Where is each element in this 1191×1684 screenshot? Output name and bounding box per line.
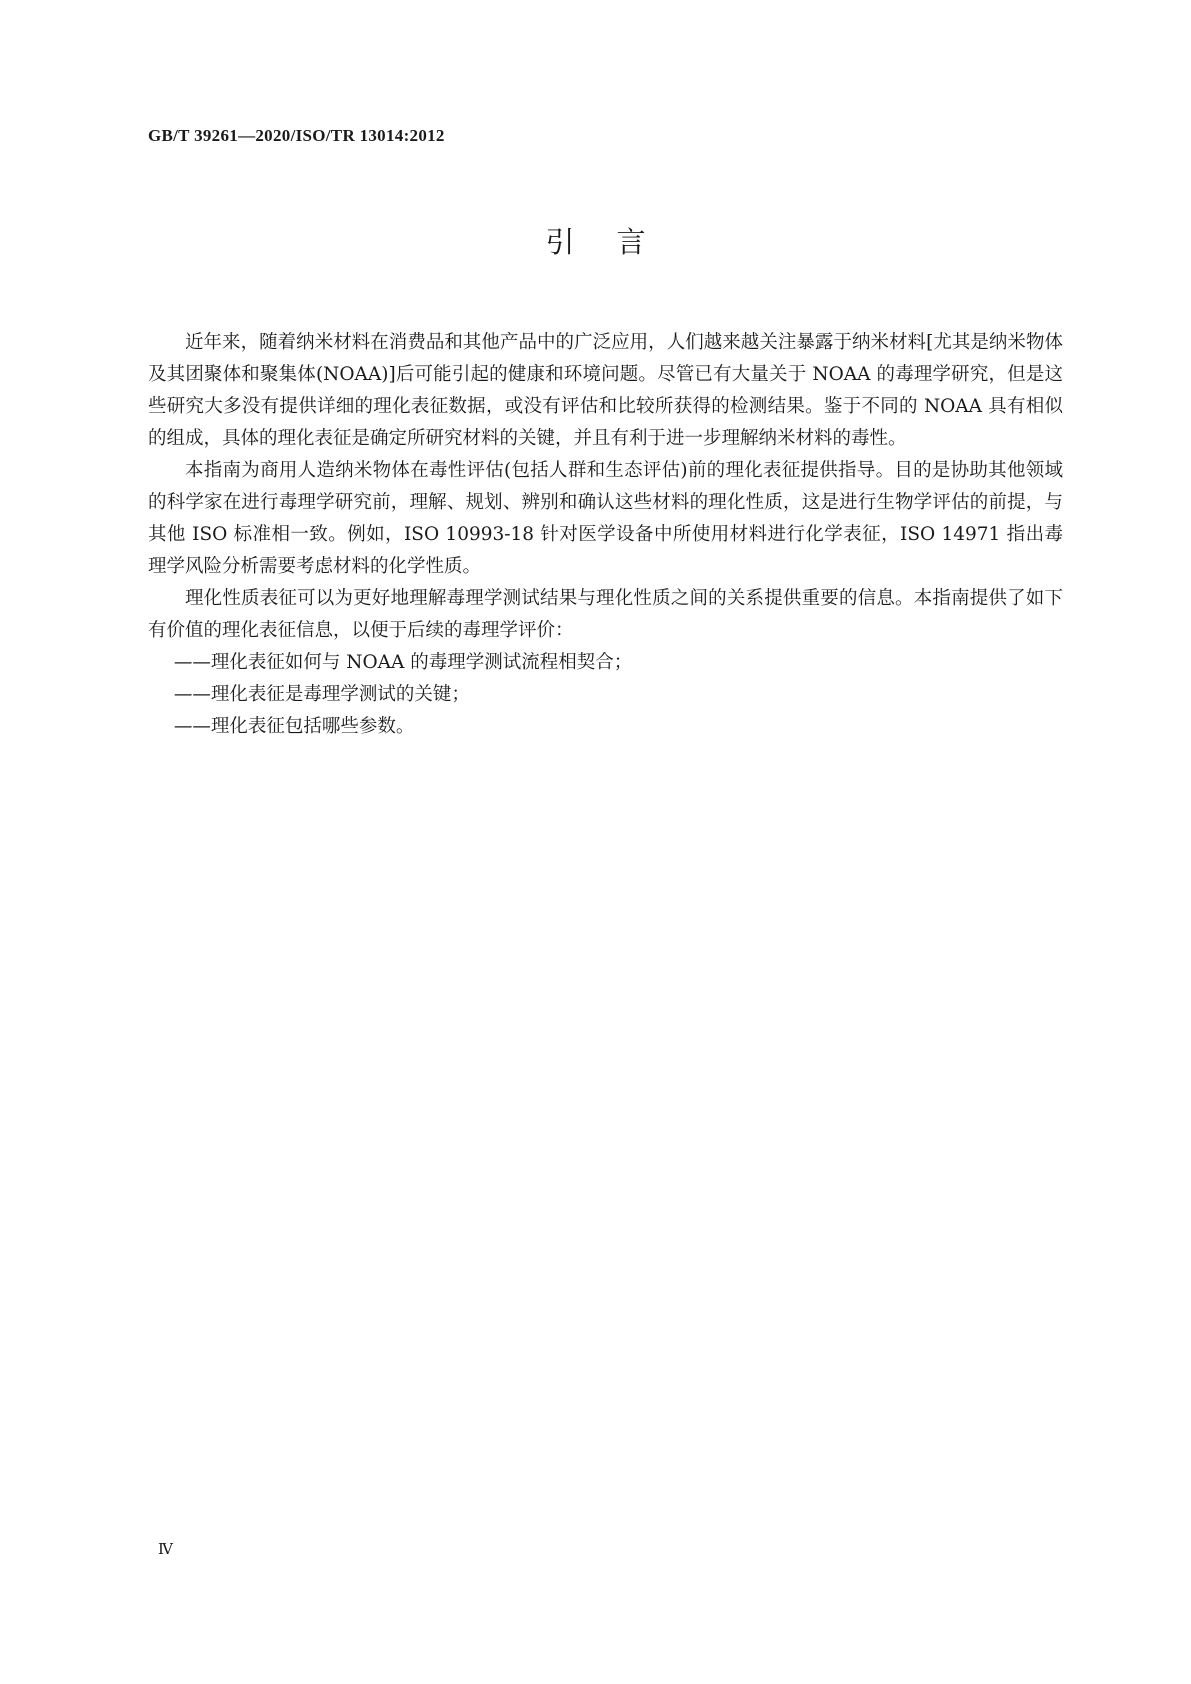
list-item: ——理化表征包括哪些参数。 <box>173 716 415 737</box>
paragraph-intro-background: 近年来，随着纳米材料在消费品和其他产品中的广泛应用，人们越来越关注暴露于纳米材料[尤其是纳米物体及其团聚体和聚集体(NOAA)]后可能引起的健康和环境问题。尽管已有大量关于 NOAA 的毒理学研究，但是这些研究大多没有提供详细的理化表征数据，或没有评估和比较所获得的检测结果。鉴于不同的 NOAA 具有相似的组成，具体的理化表征是确定所研究材料的关键，并且有利于进一步理解纳米材料的毒性。 <box>148 332 1063 449</box>
standard-code-header: GB/T 39261—2020/ISO/TR 13014:2012 <box>148 126 445 145</box>
list-item: ——理化表征是毒理学测试的关键； <box>173 684 470 705</box>
paragraph-intro-scope: 本指南为商用人造纳米物体在毒性评估(包括人群和生态评估)前的理化表征提供指导。目的是协助其他领域的科学家在进行毒理学研究前，理解、规划、辨别和确认这些材料的理化性质，这是进行生物学评估的前提，与其他 ISO 标准相一致。例如，ISO 10993-18 针对医学设备中所使用材料进行化学表征，ISO 14971 指出毒理学风险分析需要考虑材料的化学性质。 <box>148 460 1063 577</box>
document-body <box>148 327 1063 743</box>
paragraph-intro-purpose: 理化性质表征可以为更好地理解毒理学测试结果与理化性质之间的关系提供重要的信息。本指南提供了如下有价值的理化表征信息，以便于后续的毒理学评价： <box>148 588 1063 641</box>
list-item: ——理化表征如何与 NOAA 的毒理学测试流程相契合； <box>173 652 633 673</box>
page-number: Ⅳ <box>158 1542 173 1558</box>
section-title: 引言 <box>545 225 688 259</box>
